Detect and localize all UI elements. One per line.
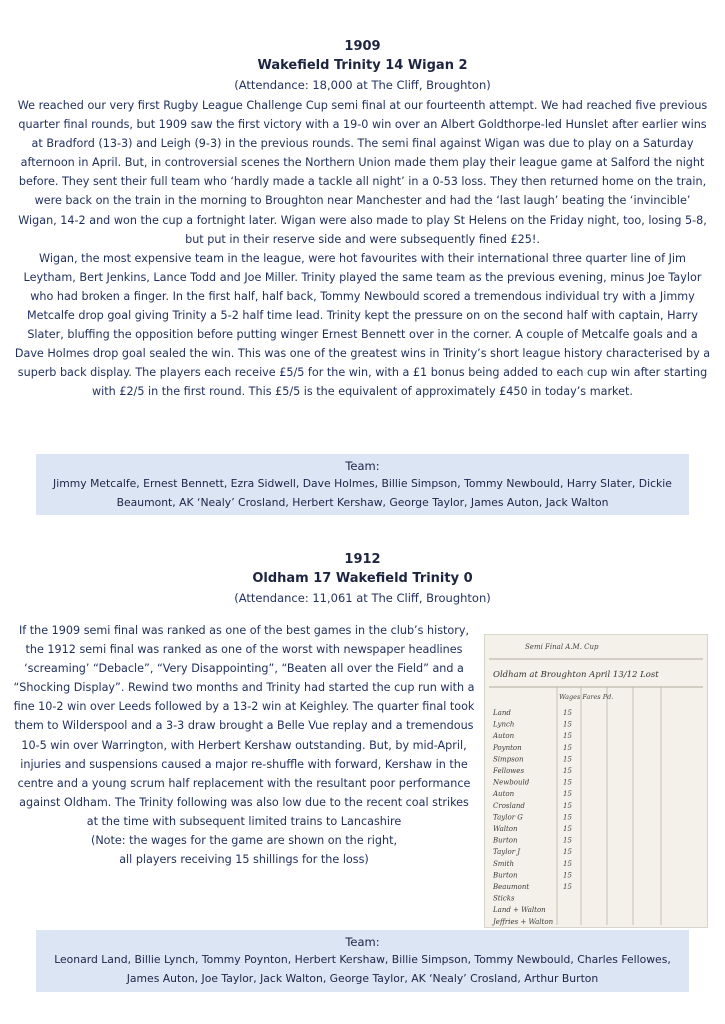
ledger-columns: Wages Fares Pd. — [559, 693, 614, 701]
team-title: Team: — [345, 459, 380, 473]
ledger-player-name: Auton — [493, 790, 515, 799]
ledger-player-name: Auton — [493, 732, 515, 741]
match-result: Wakefield Trinity 14 Wigan 2 — [257, 58, 468, 73]
ledger-player-name: Land — [493, 709, 511, 717]
ledger-wage-amount: 15 — [563, 767, 572, 775]
attendance: (Attendance: 11,061 at The Cliff, Broughton) — [234, 591, 491, 605]
report-paragraph: Wigan, the most expensive team in the league, were hot favourites with their international three quarter line of Jim Leytham, Bert Jenkins, Lance Todd and Joe Miller. Trinity played the same team as the previous evening, minus Joe Taylor who had broken a finger. In the first half, half back, Tommy Newbould scored a tremendous individual try with a Jimmy Metcalfe drop goal giving Trinity a 5-2 half time lead. Trinity kept the pressure on on the second half with captain, Harry Slater, bluffing the opposition before putting winger Ernest Bennett over in the corner. A couple of Metcalfe goals and a Dave Holmes drop goal sealed the win. This was one of the greatest wins in Trinity’s short league history characterised by a superb back display. The players each receive £5/5 for the win, with a £1 bonus being added to each cup win after starting with £2/5 in the first round. This £5/5 is the equivalent of approximately £450 in today’s market. — [14, 251, 711, 399]
ledger-wage-amount: 15 — [563, 848, 572, 857]
team-title: Team: — [345, 935, 380, 949]
report-paragraph: If the 1909 semi final was ranked as one of the best games in the club’s history, the 1912 semi final was ranked as one of the worst with newspaper headlines ‘screaming’ “Debacle”, “Very Disappointing”, “Beaten all over the Field” and a “Shocking Display”. Rewind two months and Trinity had started the cup run with a fine 10-2 win over Leeds followed by a 13-2 win at Keighley. The quarter final took them to Wilderspool and a 3-3 draw brought a Belle Vue replay and a tremendous 10-5 win over Warrington, with Herbert Kershaw outstanding. But, by mid-April, injuries and suspensions caused a major re-shuffle with forward, Kershaw in the centre and a young scrum half replacement with the resultant poor performance against Oldham. The Trinity following was also low due to the recent coal strikes at the time with subsequent limited trains to Lancashire — [13, 624, 475, 828]
ledger-wage-amount: 15 — [563, 825, 572, 833]
ledger-player-name: Fellowes — [493, 767, 525, 775]
ledger-header: Semi Final A.M. Cup — [525, 643, 599, 651]
ledger-player-name: Newbould — [493, 778, 530, 787]
ledger-drawing — [485, 635, 707, 927]
ledger-player-name: Land + Walton — [493, 906, 546, 915]
year-heading: 1912 — [344, 552, 381, 567]
section-1909 — [0, 38, 725, 402]
ledger-player-name: Lynch — [493, 720, 515, 729]
ledger-player-name: Walton — [493, 825, 518, 833]
ledger-player-name: Crosland — [493, 801, 525, 810]
ledger-wage-amount: 15 — [563, 859, 572, 868]
team-box-1912 — [36, 930, 689, 992]
wage-ledger-image — [484, 634, 708, 928]
report-paragraph: We reached our very first Rugby League Challenge Cup semi final at our fourteenth attempt. We had reached five previous quarter final rounds, but 1909 saw the first victory with a 19-0 win over an Albert Goldthorpe-led Hunslet after earlier wins at Bradford (13-3) and Leigh (9-3) in the previous rounds. The semi final against Wigan was due to play on a Saturday afternoon in April. But, in controversial scenes the Northern Union made them play their league game at Salford the night before. They sent their full team who ‘hardly made a tackle all night’ in a 0-53 loss. They then returned home on the train, were back on the train in the morning to Broughton near Manchester and had the ‘last laugh’ beating the ‘invincible’ Wigan, 14-2 and won the cup a fortnight later. Wigan were also made to play St Helens on the Friday night, too, losing 5-8, but put in their reserve side and were subsequently fined £25!. — [17, 99, 708, 246]
team-list: Jimmy Metcalfe, Ernest Bennett, Ezra Sidwell, Dave Holmes, Billie Simpson, Tommy Newbould, Harry Slater, Dickie Beaumont, AK ‘Nealy’ Crosland, Herbert Kershaw, George Taylor, James Auton, Jack Walton — [53, 477, 672, 509]
ledger-wage-amount: 15 — [563, 778, 572, 787]
match-report — [12, 621, 476, 869]
ledger-player-name: Taylor G — [493, 813, 523, 822]
ledger-player-name: Burton — [493, 836, 518, 845]
ledger-player-name: Sticks — [493, 894, 515, 903]
ledger-player-name: Burton — [493, 871, 518, 880]
ledger-wage-amount: 15 — [563, 732, 572, 741]
ledger-player-name: Taylor J — [493, 848, 521, 857]
note-line: (Note: the wages for the game are shown on the right, — [90, 834, 398, 848]
ledger-wage-amount: 15 — [563, 709, 572, 717]
ledger-wage-amount: 15 — [563, 743, 572, 752]
ledger-wage-amount: 15 — [563, 836, 572, 845]
match-report — [14, 96, 711, 402]
ledger-wage-amount: 15 — [563, 883, 572, 891]
ledger-player-name: Jeffries + Walton — [493, 917, 554, 926]
year-heading: 1909 — [344, 39, 381, 54]
attendance: (Attendance: 18,000 at The Cliff, Broughton) — [234, 78, 491, 92]
ledger-wage-amount: 15 — [563, 871, 572, 880]
team-box-1909 — [36, 454, 689, 515]
team-list: Leonard Land, Billie Lynch, Tommy Poynton, Herbert Kershaw, Billie Simpson, Tommy Newbould, Charles Fellowes, James Auton, Joe Taylor, Jack Walton, George Taylor, AK ‘Nealy’ Crosland, Arthur Burton — [54, 953, 671, 985]
ledger-title: Oldham at Broughton April 13/12 Lost — [493, 670, 659, 680]
ledger-wage-amount: 15 — [563, 720, 572, 729]
ledger-wage-amount: 15 — [563, 801, 572, 810]
ledger-player-name: Smith — [493, 859, 514, 868]
ledger-player-name: Beaumont — [493, 883, 530, 891]
ledger-player-name: Poynton — [493, 743, 522, 752]
section-1912 — [0, 551, 725, 926]
ledger-wage-amount: 15 — [563, 813, 572, 822]
ledger-wage-amount: 15 — [563, 755, 572, 764]
note-line: all players receiving 15 shillings for the loss) — [119, 853, 369, 867]
ledger-wage-amount: 15 — [563, 790, 572, 799]
match-result: Oldham 17 Wakefield Trinity 0 — [252, 571, 473, 586]
ledger-player-name: Simpson — [493, 755, 524, 764]
